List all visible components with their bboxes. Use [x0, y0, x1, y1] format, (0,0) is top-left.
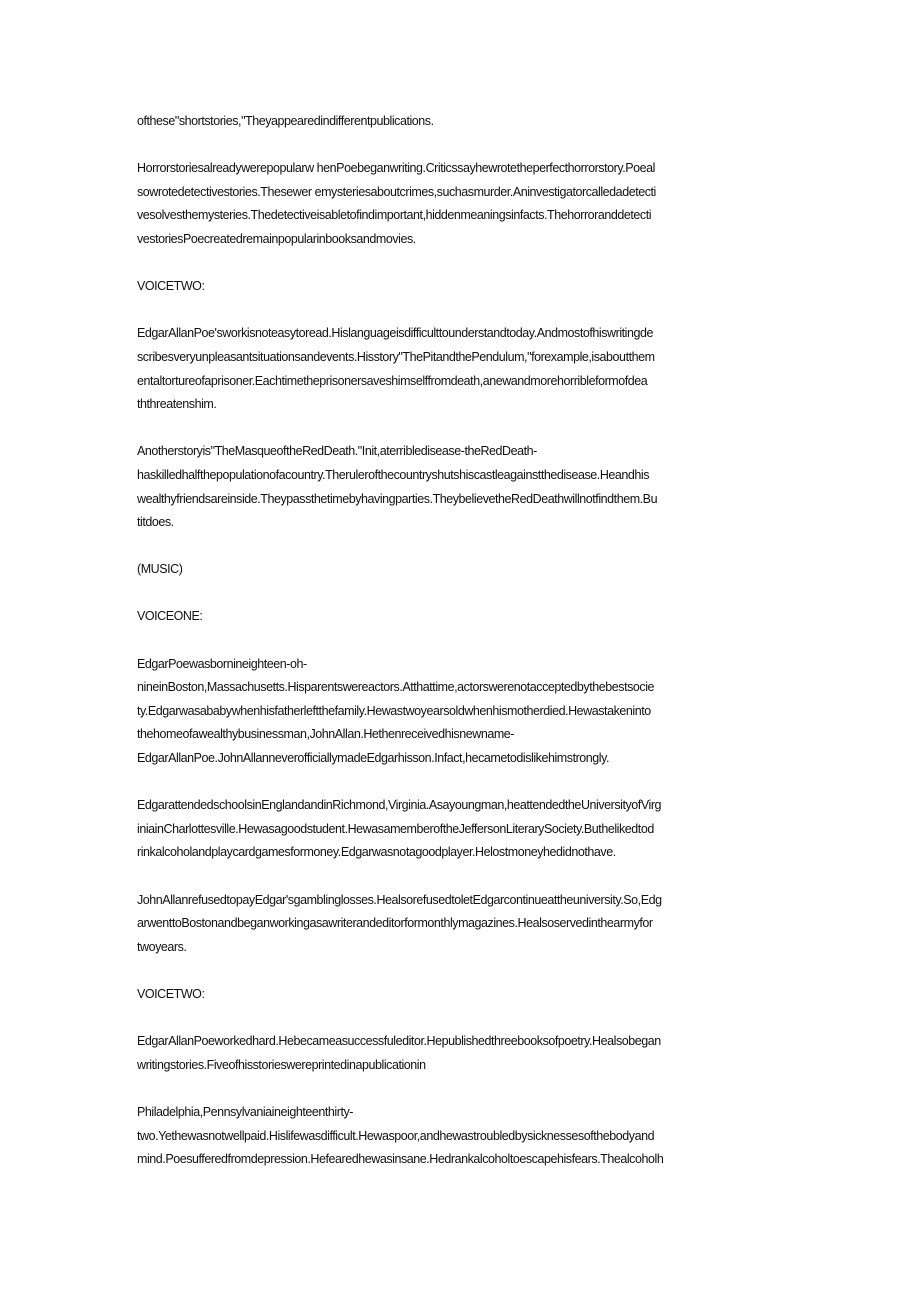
paragraph	[137, 889, 787, 960]
paragraph	[137, 322, 787, 416]
paragraph	[137, 983, 787, 1007]
text-line: (MUSIC)	[137, 562, 183, 577]
text-line: scribesveryunpleasantsituationsandevents.Hisstory"ThePitandthePendulum,"forexample,isaboutthem	[137, 349, 655, 364]
paragraph	[137, 794, 787, 865]
text-line: two.Yethewasnotwellpaid.Hislifewasdifficult.Hewaspoor,andhewastroubledbysicknessesofthebodyand	[137, 1128, 655, 1143]
text-line: Philadelphia,Pennsylvaniaineighteenthirty-	[137, 1104, 353, 1119]
text-line: vestoriesPoecreatedremainpopularinbooksandmovies.	[137, 231, 416, 246]
text-line: VOICEONE:	[137, 609, 203, 624]
document-body	[137, 110, 787, 1195]
text-line: wealthyfriendsareinside.Theypassthetimebyhavingparties.TheybelievetheRedDeathwillnotfindthem.Bu	[137, 491, 658, 506]
text-line: EdgarAllanPoeworkedhard.Hebecameasuccessfuleditor.Hepublishedthreebooksofpoetry.Healsobegan	[137, 1034, 661, 1049]
paragraph	[137, 440, 787, 534]
paragraph	[137, 558, 787, 582]
text-line: EdgarAllanPoe.JohnAllanneverofficiallymadeEdgarhisson.Infact,hecametodislikehimstrongly.	[137, 751, 610, 766]
text-line: thehomeofawealthybusinessman,JohnAllan.Hethenreceivedhisnewname-	[137, 727, 514, 742]
paragraph	[137, 1030, 787, 1077]
text-line: EdgarattendedschoolsinEnglandandinRichmond,Virginia.Asayoungman,heattendedtheUniversityofVirg	[137, 798, 662, 813]
text-line: VOICETWO:	[137, 279, 205, 294]
text-line: EdgarAllanPoe'sworkisnoteasytoread.Hislanguageisdifficulttounderstandtoday.Andmostofhiswritingde	[137, 326, 653, 341]
text-line: entaltortureofaprisoner.Eachtimetheprisonersaveshimselffromdeath,anewandmorehorribleformofdea	[137, 373, 648, 388]
text-line: nineinBoston,Massachusetts.Hisparentswereactors.Atthattime,actorswerenotacceptedbythebestsocie	[137, 680, 655, 695]
text-line: mind.Poesufferedfromdepression.Hefearedhewasinsane.Hedrankalcoholtoescapehisfears.Thealcoholh	[137, 1152, 664, 1167]
text-line: ofthese"shortstories,"Theyappearedindifferentpublications.	[137, 114, 434, 128]
text-line: vesolvesthemysteries.Thedetectiveisabletofindimportant,hiddenmeaningsinfacts.Thehorroranddetecti	[137, 208, 652, 223]
text-line: EdgarPoewasbornineighteen-oh-	[137, 656, 307, 671]
paragraph	[137, 653, 787, 771]
text-line: rinkalcoholandplaycardgamesformoney.Edgarwasnotagoodplayer.Helostmoneyhedidnothave.	[137, 845, 616, 860]
text-line: iniainCharlottesville.Hewasagoodstudent.HewasamemberoftheJeffersonLiterarySociety.Buthelikedtod	[137, 821, 654, 836]
text-line: JohnAllanrefusedtopayEdgar'sgamblinglosses.HealsorefusedtoletEdgarcontinueattheuniversity.So,Edg	[137, 892, 662, 907]
paragraph	[137, 275, 787, 299]
text-line: ty.Edgarwasababywhenhisfatherleftthefamily.Hewastwoyearsoldwhenhismotherdied.Hewastakeninto	[137, 703, 651, 718]
text-line: twoyears.	[137, 939, 187, 954]
text-line: writingstories.Fiveofhisstorieswereprintedinapublicationin	[137, 1057, 426, 1072]
paragraph	[137, 1101, 787, 1172]
text-line: Anotherstoryis"TheMasqueoftheRedDeath."Init,aterribledisease-theRedDeath-	[137, 444, 537, 459]
text-line: arwenttoBostonandbeganworkingasawriterandeditorformonthlymagazines.Healsoservedinthearmyfor	[137, 916, 653, 931]
text-line: sowrotedetectivestories.Thesewer emysteriesaboutcrimes,suchasmurder.Aninvestigatorcalledadetecti	[137, 184, 656, 199]
paragraph	[137, 605, 787, 629]
text-line: ththreatenshim.	[137, 397, 217, 412]
paragraph	[137, 157, 787, 251]
text-line: VOICETWO:	[137, 986, 205, 1001]
text-line: haskilledhalfthepopulationofacountry.Therulerofthecountryshutshiscastleagainstthedisease.Heandhis	[137, 467, 650, 482]
paragraph	[137, 110, 787, 134]
text-line: Horrorstoriesalreadywerepopularw henPoebeganwriting.Criticssayhewrotetheperfecthorrorstory.Poeal	[137, 161, 655, 176]
text-line: titdoes.	[137, 515, 174, 530]
